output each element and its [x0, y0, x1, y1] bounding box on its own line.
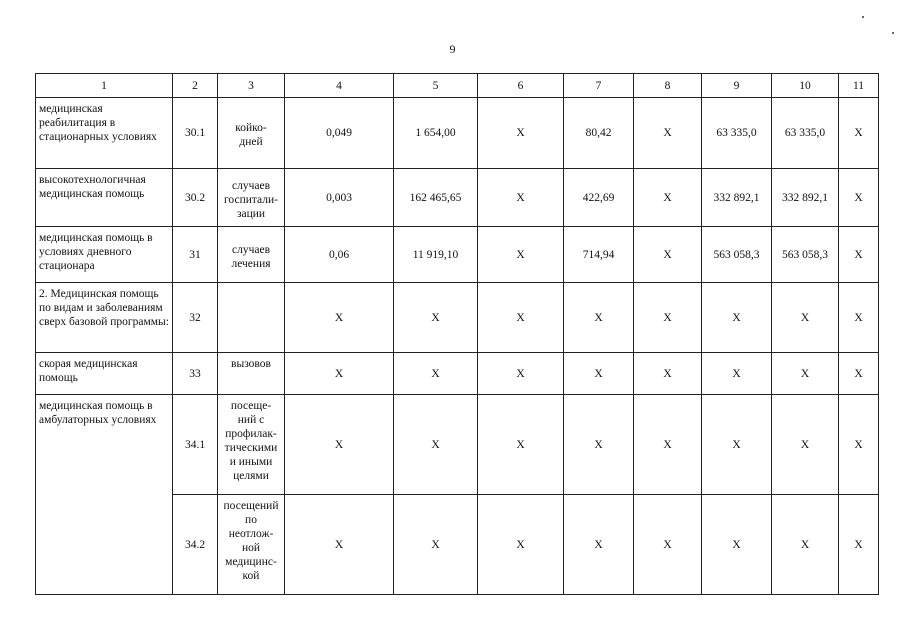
row-unit-cell: [218, 98, 285, 169]
value-cell: X: [839, 227, 879, 283]
value-cell: X: [634, 495, 702, 595]
table-row: [36, 227, 879, 283]
value-cell: X: [564, 283, 634, 353]
value-cell: X: [394, 495, 478, 595]
value-cell: 714,94: [564, 227, 634, 283]
value-cell: X: [702, 353, 772, 395]
row-code-cell: 30.2: [173, 169, 218, 227]
table-row: [36, 98, 879, 169]
row-code-cell: 34.1: [173, 395, 218, 495]
table-row: [36, 395, 879, 495]
column-header: 2: [173, 74, 218, 98]
scan-speck: [862, 16, 864, 18]
value-cell: 1 654,00: [394, 98, 478, 169]
value-cell: 162 465,65: [394, 169, 478, 227]
row-name-cell: медицинская помощь в амбулаторных условиях: [36, 395, 173, 595]
value-cell: X: [634, 227, 702, 283]
value-cell: X: [285, 283, 394, 353]
page-number: 9: [449, 42, 456, 56]
value-cell: X: [702, 283, 772, 353]
value-cell: X: [772, 395, 839, 495]
value-cell: X: [634, 98, 702, 169]
row-code-cell: 33: [173, 353, 218, 395]
value-cell: 332 892,1: [702, 169, 772, 227]
value-cell: X: [702, 395, 772, 495]
value-cell: X: [478, 395, 564, 495]
row-unit-text: вызовов: [231, 358, 271, 370]
value-cell: 422,69: [564, 169, 634, 227]
table-row: [36, 283, 879, 353]
value-cell: X: [564, 495, 634, 595]
value-cell: X: [394, 283, 478, 353]
row-unit-cell: [218, 169, 285, 227]
value-cell: X: [478, 169, 564, 227]
value-cell: X: [772, 353, 839, 395]
column-header: 8: [634, 74, 702, 98]
row-name-cell: медицинская помощь в условиях дневного стационара: [36, 227, 173, 283]
column-header: 4: [285, 74, 394, 98]
data-table-container: [35, 73, 879, 595]
row-unit-cell: [218, 227, 285, 283]
value-cell: X: [478, 98, 564, 169]
row-code-cell: 32: [173, 283, 218, 353]
value-cell: X: [839, 395, 879, 495]
value-cell: X: [634, 283, 702, 353]
value-cell: X: [478, 283, 564, 353]
row-unit-text: койко- дней: [235, 122, 267, 148]
value-cell: X: [634, 395, 702, 495]
column-header: 10: [772, 74, 839, 98]
table-row: [36, 169, 879, 227]
column-header: 9: [702, 74, 772, 98]
value-cell: X: [564, 395, 634, 495]
value-cell: 563 058,3: [702, 227, 772, 283]
row-name-cell: 2. Медицинская помощь по видам и заболеваниям сверх базовой программы:: [36, 283, 173, 353]
value-cell: 63 335,0: [772, 98, 839, 169]
column-header: 7: [564, 74, 634, 98]
value-cell: X: [839, 283, 879, 353]
row-code-cell: 31: [173, 227, 218, 283]
row-unit-text: случаев лечения: [231, 243, 271, 270]
value-cell: 11 919,10: [394, 227, 478, 283]
row-name-cell: скорая медицинская помощь: [36, 353, 173, 395]
value-cell: 0,049: [285, 98, 394, 169]
scan-speck: [892, 32, 894, 34]
value-cell: 63 335,0: [702, 98, 772, 169]
value-cell: 80,42: [564, 98, 634, 169]
value-cell: 332 892,1: [772, 169, 839, 227]
value-cell: X: [285, 395, 394, 495]
value-cell: X: [564, 353, 634, 395]
value-cell: X: [634, 353, 702, 395]
row-unit-text: посеще- ний с профилак- тическими и иными целями: [224, 400, 278, 482]
value-cell: X: [702, 495, 772, 595]
value-cell: X: [285, 495, 394, 595]
column-header: 5: [394, 74, 478, 98]
value-cell: X: [394, 395, 478, 495]
row-unit-cell: [218, 283, 285, 353]
value-cell: X: [839, 169, 879, 227]
value-cell: X: [478, 495, 564, 595]
value-cell: X: [478, 353, 564, 395]
column-header: 11: [839, 74, 879, 98]
value-cell: 0,06: [285, 227, 394, 283]
row-unit-text: случаев госпитали- зации: [224, 179, 278, 220]
column-header: 3: [218, 74, 285, 98]
value-cell: X: [772, 495, 839, 595]
column-header: 6: [478, 74, 564, 98]
value-cell: X: [839, 98, 879, 169]
row-unit-cell: [218, 395, 285, 495]
value-cell: X: [478, 227, 564, 283]
value-cell: X: [394, 353, 478, 395]
row-unit-cell: [218, 495, 285, 595]
row-name-cell: медицинская реабилитация в стационарных условиях: [36, 98, 173, 169]
row-unit-text: посещений по неотлож- ной медицинс- кой: [223, 500, 279, 582]
row-name-cell: высокотехнологичная медицинская помощь: [36, 169, 173, 227]
value-cell: X: [839, 495, 879, 595]
value-cell: X: [772, 283, 839, 353]
column-header: 1: [36, 74, 173, 98]
row-code-cell: 30.1: [173, 98, 218, 169]
data-table: [35, 73, 879, 595]
row-code-cell: 34.2: [173, 495, 218, 595]
value-cell: X: [634, 169, 702, 227]
value-cell: X: [839, 353, 879, 395]
value-cell: 563 058,3: [772, 227, 839, 283]
value-cell: 0,003: [285, 169, 394, 227]
row-unit-cell: [218, 353, 285, 395]
header-row: [36, 74, 879, 98]
table-row: [36, 353, 879, 395]
value-cell: X: [285, 353, 394, 395]
